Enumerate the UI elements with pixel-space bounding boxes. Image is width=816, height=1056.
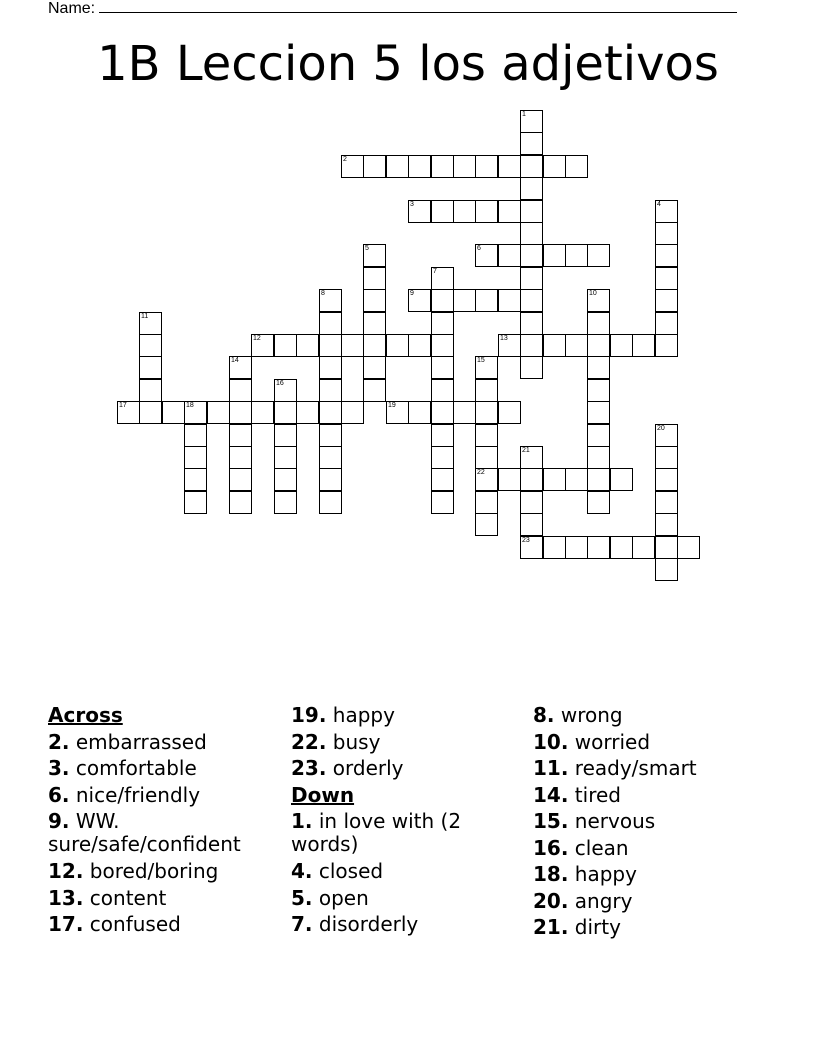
cell-number: 23 (522, 537, 530, 544)
crossword-cell[interactable] (655, 558, 678, 581)
crossword-cell[interactable] (587, 244, 610, 267)
crossword-cell[interactable] (431, 491, 454, 514)
crossword-cell[interactable] (431, 155, 454, 178)
crossword-cell[interactable] (431, 424, 454, 447)
crossword-cell[interactable] (319, 312, 342, 335)
cell-number: 18 (186, 402, 194, 409)
clue-across-9: 9. WW. sure/safe/confident (48, 809, 241, 856)
crossword-cell[interactable] (274, 491, 297, 514)
crossword-cell[interactable] (498, 244, 521, 267)
cell-number: 17 (119, 402, 127, 409)
crossword-cell[interactable] (655, 491, 678, 514)
crossword-cell[interactable] (363, 312, 386, 335)
crossword-cell[interactable] (319, 289, 342, 312)
crossword-cell[interactable] (296, 401, 319, 424)
crossword-cell[interactable] (587, 312, 610, 335)
crossword-cell[interactable] (229, 491, 252, 514)
crossword-cell[interactable] (475, 155, 498, 178)
crossword-cell[interactable] (184, 446, 207, 469)
cell-number: 9 (410, 290, 414, 297)
cell-number: 8 (321, 290, 325, 297)
clue-down-16: 16. clean (533, 835, 629, 860)
crossword-cell[interactable] (229, 468, 252, 491)
cell-number: 15 (477, 357, 485, 364)
crossword-cell[interactable] (655, 312, 678, 335)
crossword-cell[interactable] (655, 424, 678, 447)
name-label: Name: (48, 0, 96, 17)
crossword-cell[interactable] (610, 536, 633, 559)
crossword-cell[interactable] (363, 267, 386, 290)
crossword-cell[interactable] (610, 334, 633, 357)
crossword-cell[interactable] (274, 424, 297, 447)
crossword-cell[interactable] (207, 401, 230, 424)
crossword-cell[interactable] (296, 334, 319, 357)
clue-down-14: 14. tired (533, 782, 621, 807)
crossword-cell[interactable] (587, 356, 610, 379)
cell-number: 14 (231, 357, 239, 364)
crossword-cell[interactable] (431, 312, 454, 335)
crossword-cell[interactable] (363, 289, 386, 312)
crossword-cell[interactable] (475, 289, 498, 312)
crossword-cell[interactable] (184, 424, 207, 447)
crossword-cell[interactable] (520, 222, 543, 245)
cell-number: 5 (365, 245, 369, 252)
crossword-cell[interactable] (520, 312, 543, 335)
crossword-cell[interactable] (475, 424, 498, 447)
clue-down-20: 20. angry (533, 888, 633, 913)
clue-column-2 (291, 702, 461, 938)
crossword-cell[interactable] (386, 334, 409, 357)
crossword-cell[interactable] (655, 222, 678, 245)
clue-across-3: 3. comfortable (48, 756, 197, 780)
crossword-cell[interactable] (655, 334, 678, 357)
cell-number: 20 (657, 425, 665, 432)
crossword-cell[interactable] (655, 446, 678, 469)
crossword-cell[interactable] (520, 536, 543, 559)
crossword-cell[interactable] (229, 401, 252, 424)
cell-number: 7 (433, 268, 437, 275)
crossword-cell[interactable] (475, 468, 498, 491)
crossword-cell[interactable] (475, 401, 498, 424)
crossword-cell[interactable] (184, 401, 207, 424)
crossword-cell[interactable] (655, 200, 678, 223)
crossword-cell[interactable] (587, 468, 610, 491)
crossword-cell[interactable] (319, 356, 342, 379)
crossword-cell[interactable] (408, 401, 431, 424)
crossword-cell[interactable] (475, 356, 498, 379)
crossword-cell[interactable] (341, 334, 364, 357)
cell-number: 12 (253, 335, 261, 342)
crossword-cell[interactable] (408, 334, 431, 357)
crossword-cell[interactable] (655, 468, 678, 491)
down-heading: Down (291, 782, 355, 807)
crossword-cell[interactable] (453, 401, 476, 424)
crossword-cell[interactable] (520, 110, 543, 133)
crossword-cell[interactable] (431, 468, 454, 491)
clue-across-17: 17. confused (48, 912, 181, 936)
cell-number: 2 (343, 156, 347, 163)
crossword-cell[interactable] (117, 401, 140, 424)
crossword-cell[interactable] (543, 536, 566, 559)
clue-down-21: 21. dirty (533, 915, 621, 939)
cell-number: 1 (522, 111, 526, 118)
clue-down-11: 11. ready/smart (533, 756, 697, 780)
crossword-cell[interactable] (498, 468, 521, 491)
crossword-cell[interactable] (587, 424, 610, 447)
crossword-cell[interactable] (274, 379, 297, 402)
crossword-cell[interactable] (363, 244, 386, 267)
crossword-cell[interactable] (520, 267, 543, 290)
crossword-cell[interactable] (453, 200, 476, 223)
crossword-cell[interactable] (587, 289, 610, 312)
clue-down-4: 4. closed (291, 859, 384, 883)
crossword-cell[interactable] (520, 356, 543, 379)
crossword-cell[interactable] (408, 289, 431, 312)
crossword-cell[interactable] (520, 155, 543, 178)
crossword-cell[interactable] (587, 536, 610, 559)
crossword-cell[interactable] (363, 379, 386, 402)
crossword-cell[interactable] (431, 200, 454, 223)
clue-column-1 (48, 702, 241, 938)
crossword-cell[interactable] (475, 379, 498, 402)
clue-across-12: 12. bored/boring (48, 859, 219, 883)
crossword-cell[interactable] (363, 334, 386, 357)
cell-number: 11 (141, 313, 149, 320)
crossword-cell[interactable] (498, 334, 521, 357)
across-heading: Across (48, 703, 123, 727)
crossword-cell[interactable] (632, 334, 655, 357)
crossword-cell[interactable] (184, 491, 207, 514)
crossword-cell[interactable] (386, 401, 409, 424)
crossword-cell[interactable] (587, 379, 610, 402)
clue-down-5: 5. open (291, 885, 369, 910)
crossword-cell[interactable] (520, 200, 543, 223)
crossword-cell[interactable] (139, 312, 162, 335)
crossword-cell[interactable] (520, 468, 543, 491)
crossword-cell[interactable] (587, 446, 610, 469)
crossword-cell[interactable] (520, 491, 543, 514)
crossword-cell[interactable] (498, 289, 521, 312)
cell-number: 10 (589, 290, 597, 297)
crossword-cell[interactable] (363, 155, 386, 178)
crossword-cell[interactable] (319, 468, 342, 491)
crossword-cell[interactable] (475, 446, 498, 469)
clue-down-18: 18. happy (533, 862, 637, 886)
clue-down-1: 1. in love with (2 words) (291, 809, 462, 856)
crossword-cell[interactable] (655, 513, 678, 536)
crossword-cell[interactable] (520, 289, 543, 312)
clue-column-3 (533, 702, 697, 941)
crossword-cell[interactable] (587, 401, 610, 424)
crossword-cell[interactable] (565, 468, 588, 491)
crossword-cell[interactable] (543, 334, 566, 357)
crossword-cell[interactable] (543, 468, 566, 491)
crossword-cell[interactable] (162, 401, 185, 424)
crossword-cell[interactable] (475, 200, 498, 223)
crossword-cell[interactable] (498, 200, 521, 223)
crossword-cell[interactable] (565, 155, 588, 178)
crossword-cell[interactable] (431, 267, 454, 290)
crossword-cell[interactable] (475, 244, 498, 267)
clue-across-23: 23. orderly (291, 756, 404, 780)
clue-across-19: 19. happy (291, 703, 395, 727)
crossword-cell[interactable] (363, 356, 386, 379)
crossword-cell[interactable] (431, 401, 454, 424)
clue-down-7: 7. disorderly (291, 912, 419, 936)
cell-number: 21 (522, 447, 530, 454)
crossword-cell[interactable] (319, 446, 342, 469)
crossword-cell[interactable] (319, 334, 342, 357)
crossword-cell[interactable] (341, 155, 364, 178)
crossword-cell[interactable] (408, 155, 431, 178)
crossword-cell[interactable] (520, 334, 543, 357)
crossword-cell[interactable] (655, 289, 678, 312)
cell-number: 19 (388, 402, 396, 409)
crossword-cell[interactable] (475, 491, 498, 514)
crossword-cell[interactable] (632, 536, 655, 559)
crossword-cell[interactable] (229, 356, 252, 379)
page-title: 1B Leccion 5 los adjetivos (97, 36, 719, 92)
crossword-cell[interactable] (520, 132, 543, 155)
clue-down-8: 8. wrong (533, 703, 623, 727)
crossword-cell[interactable] (139, 379, 162, 402)
crossword-cell[interactable] (520, 446, 543, 469)
crossword-cell[interactable] (565, 334, 588, 357)
clue-down-15: 15. nervous (533, 809, 656, 833)
crossword-cell[interactable] (498, 401, 521, 424)
crossword-cell[interactable] (431, 289, 454, 312)
crossword-cell[interactable] (520, 177, 543, 200)
crossword-cell[interactable] (274, 446, 297, 469)
crossword-cell[interactable] (587, 491, 610, 514)
crossword-cell[interactable] (319, 424, 342, 447)
crossword-cell[interactable] (251, 401, 274, 424)
cell-number: 22 (477, 469, 485, 476)
crossword-cell[interactable] (543, 244, 566, 267)
crossword-cell[interactable] (274, 401, 297, 424)
crossword-cell[interactable] (453, 155, 476, 178)
crossword-cell[interactable] (229, 424, 252, 447)
crossword-cell[interactable] (341, 401, 364, 424)
crossword-cell[interactable] (475, 513, 498, 536)
crossword-cell[interactable] (431, 356, 454, 379)
crossword-cell[interactable] (251, 334, 274, 357)
crossword-cell[interactable] (319, 379, 342, 402)
crossword-cell[interactable] (520, 513, 543, 536)
crossword-cell[interactable] (319, 491, 342, 514)
crossword-cell[interactable] (655, 267, 678, 290)
crossword-cell[interactable] (431, 379, 454, 402)
crossword-cell[interactable] (453, 289, 476, 312)
crossword-cell[interactable] (319, 401, 342, 424)
crossword-cell[interactable] (408, 200, 431, 223)
crossword-cell[interactable] (543, 155, 566, 178)
crossword-cell[interactable] (274, 334, 297, 357)
cell-number: 3 (410, 201, 414, 208)
crossword-cell[interactable] (139, 356, 162, 379)
crossword-cell[interactable] (498, 155, 521, 178)
clue-down-10: 10. worried (533, 729, 651, 754)
crossword-cell[interactable] (610, 468, 633, 491)
clue-across-13: 13. content (48, 885, 167, 910)
crossword-cell[interactable] (274, 468, 297, 491)
crossword-cell[interactable] (139, 334, 162, 357)
crossword-cell[interactable] (229, 379, 252, 402)
crossword-cell[interactable] (431, 446, 454, 469)
cell-number: 4 (657, 201, 661, 208)
crossword-cell[interactable] (565, 536, 588, 559)
crossword-cell[interactable] (520, 244, 543, 267)
cell-number: 13 (500, 335, 508, 342)
crossword-cell[interactable] (184, 468, 207, 491)
crossword-cell[interactable] (229, 446, 252, 469)
cell-number: 16 (276, 380, 284, 387)
crossword-cell[interactable] (431, 334, 454, 357)
clue-across-2: 2. embarrassed (48, 729, 207, 754)
crossword-cell[interactable] (655, 244, 678, 267)
crossword-cell[interactable] (565, 244, 588, 267)
cell-number: 6 (477, 245, 481, 252)
crossword-cell[interactable] (655, 536, 678, 559)
clue-across-6: 6. nice/friendly (48, 782, 201, 807)
clue-across-22: 22. busy (291, 729, 381, 754)
crossword-cell[interactable] (139, 401, 162, 424)
crossword-cell[interactable] (386, 155, 409, 178)
crossword-cell[interactable] (677, 536, 700, 559)
crossword-cell[interactable] (587, 334, 610, 357)
